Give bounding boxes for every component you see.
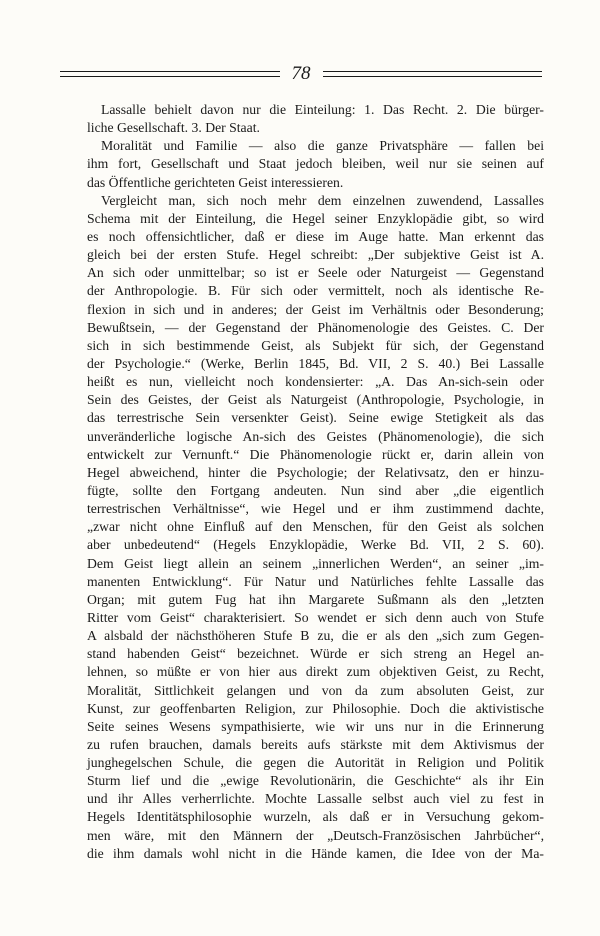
text-line: gleich bei der ersten Stufe. Hegel schreibt: „Der subjektive Geist ist A. [87,247,544,263]
text-line: das terrestrische Sein versenkter Geist). Seine ewige Stetigkeit als das [87,410,544,426]
text-line: es noch offensichtlicher, daß er diese im Auge hatte. Man erkennt das [87,228,544,244]
text-line: stand habenden Geist“ bezeichnet. Würde er sich streng an Hegel an- [87,646,544,662]
text-line: lehnen, so müßte er von hier aus direkt zum objektiven Geist, zu Recht, [87,664,544,680]
text-line: Moralität und Familie — also die ganze Privatsphäre — fallen bei [101,138,544,154]
body-text [87,101,544,863]
text-line: zu rufen brauchen, damals bereits aufs stärkste mit dem Aktivismus der [87,736,544,752]
text-line: terrestrischen Verhältnisse“, wie Hegel und er ihm zustimmend dachte, [87,501,544,517]
text-line: An sich oder unmittelbar; so ist er Seele oder Naturgeist — Gegenstand [87,265,544,281]
text-line: Sein des Geistes, der Geist als Naturgeist (Anthropologie, Psychologie, in [87,392,544,408]
text-line: ihm fort, Gesellschaft und Staat jedoch bleiben, weil nur sie seinen auf [87,156,544,172]
text-line: heißt es nun, vielleicht noch kondensierter: „A. Das An-sich-sein oder [87,374,544,390]
text-line: Vergleicht man, sich noch mehr dem einzelnen zuwendend, Lassalles [101,192,544,208]
text-line: Lassalle behielt davon nur die Einteilung: 1. Das Recht. 2. Die bürger- [101,102,544,117]
text-line: sich in sich bestimmende Geist, als Subjekt für sich, der Gegenstand [87,337,544,353]
text-line: die ihm damals wohl nicht in die Hände kamen, die Idee von der Ma- [87,845,544,861]
text-line: „zwar nicht ohne Einfluß auf den Menschen, für den Geist als solchen [87,519,544,535]
page-number: 78 [291,63,311,84]
text-line: aber unbedeutend“ (Hegels Enzyklopädie, Werke Bd. VII, 2 S. 60). [87,537,544,553]
text-line: Seite seines Wesens sympathisierte, wie wir uns nur in die Erinnerung [87,718,544,734]
text-line: entwickelt zur Vernunft.“ Die Phänomenologie rückt er, darin allein von [87,446,544,462]
text-line: Organ; mit gutem Fug hat ihn Margarete Sußmann als den „letzten [87,591,544,607]
header-rule-right [323,71,543,77]
text-line: Sturm lief und die „ewige Revolutionärin, die Geschichte“ als ihr Ein [87,773,544,789]
text-line: liche Gesellschaft. 3. Der Staat. [87,120,260,136]
text-line: Ritter vom Geist“ charakterisiert. So wendet er sich denn auch von Stufe [87,609,544,625]
text-line: Kunst, zur geoffenbarten Religion, zur Philosophie. Doch die aktivistische [87,700,544,716]
text-line: Moralität, Sittlichkeit gelangen und von da zum absoluten Geist, zur [87,682,544,698]
text-line: und ihr Alles verherrlichte. Mochte Lassalle selbst auch viel zu fest in [87,791,544,807]
page-header [60,62,542,86]
text-line: fügte, sollte den Fortgang andeuten. Nun sind aber „die eigentlich [87,482,544,498]
text-line: das Öffentliche gerichteten Geist interessieren. [87,174,344,190]
text-line: Hegel abweichend, hinter die Psychologie; der Relativsatz, den er hinzu- [87,464,544,480]
text-line: Hegels Identitätsphilosophie wurzeln, als daß er in Versuchung gekom- [87,809,544,825]
text-line: der Psychologie.“ (Werke, Berlin 1845, Bd. VII, 2 S. 40.) Bei Lassalle [87,355,544,371]
text-line: Schema mit der Einteilung, die Hegel seiner Enzyklopädie gibt, so wird [87,210,544,226]
text-line: A alsbald der nächsthöheren Stufe B zu, die er als den „sich zum Gegen- [87,628,544,644]
text-line: Dem Geist liegt allein an seinem „innerlichen Werden“, an seiner „im- [87,555,544,571]
text-line: junghegelschen Schule, die gegen die Autorität in Religion und Politik [87,755,544,771]
text-line: men wäre, mit den Männern der „Deutsch-Französischen Jahrbücher“, [87,827,544,843]
text-line: der Anthropologie. B. Für sich oder vermittelt, noch als identische Re- [87,283,544,299]
text-line: flexion in sich und in anderes; der Geist im Verhältnis oder Besonderung; [87,301,544,317]
header-rule-left [60,71,280,77]
text-line: unveränderliche logische An-sich des Geistes (Phänomenologie), die sich [87,428,544,444]
text-line: Bewußtsein, — der Gegenstand der Phänomenologie des Geistes. C. Der [87,319,544,335]
text-line: manenten Entwicklung“. Für Natur und Natürliches fehlte Lassalle das [87,573,544,589]
